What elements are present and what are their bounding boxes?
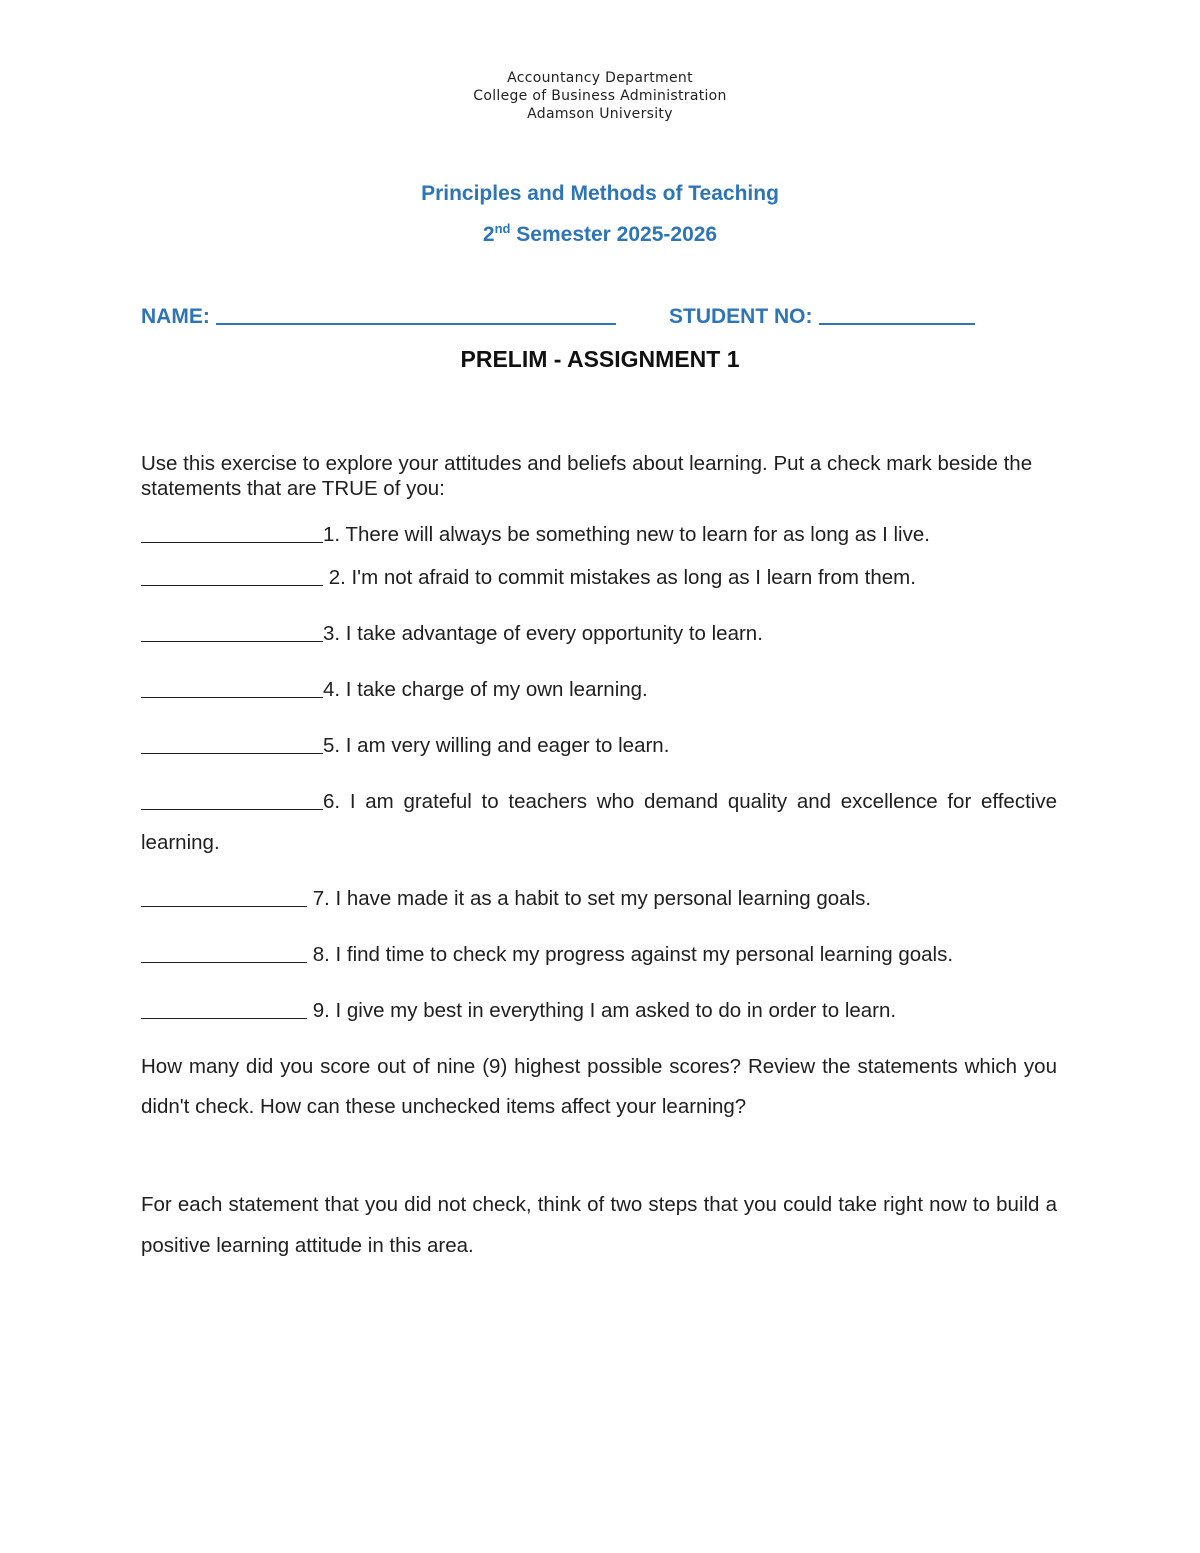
reflection-question: How many did you score out of nine (9) highest possible scores? Review the statements which you didn't check. How can these unchecked items affect your learning? bbox=[141, 1055, 1057, 1118]
semester-suffix: nd bbox=[494, 221, 511, 236]
check-blank-3[interactable] bbox=[141, 622, 323, 642]
statement-text-6: 6. I am grateful to teachers who demand quality and excellence for effective learning. bbox=[141, 790, 1057, 854]
statement-text-2: 2. I'm not afraid to commit mistakes as long as I learn from them. bbox=[323, 566, 916, 589]
department-name: Accountancy Department bbox=[507, 70, 693, 86]
semester-text: Semester 2025-2026 bbox=[510, 223, 718, 246]
statement-6 bbox=[141, 781, 1057, 863]
statement-7 bbox=[141, 878, 1057, 919]
statement-text-8: 8. I find time to check my progress against my personal learning goals. bbox=[307, 943, 954, 966]
check-blank-2[interactable] bbox=[141, 566, 323, 586]
check-blank-8[interactable] bbox=[141, 943, 307, 963]
statement-text-1: 1. There will always be something new to learn for as long as I live. bbox=[323, 523, 930, 546]
university-name: Adamson University bbox=[527, 106, 673, 122]
action-steps-question: For each statement that you did not check, think of two steps that you could take right now to build a positive learning attitude in this area. bbox=[141, 1193, 1057, 1257]
check-blank-5[interactable] bbox=[141, 734, 323, 754]
statement-2 bbox=[141, 557, 1057, 598]
college-name: College of Business Administration bbox=[473, 88, 727, 104]
statement-text-9: 9. I give my best in everything I am asked to do in order to learn. bbox=[307, 999, 897, 1022]
student-no-blank[interactable] bbox=[819, 305, 975, 325]
check-blank-6[interactable] bbox=[141, 790, 323, 810]
statement-3 bbox=[141, 613, 1057, 654]
name-blank[interactable] bbox=[216, 305, 616, 325]
student-no-label: STUDENT NO: bbox=[669, 305, 813, 328]
name-field[interactable] bbox=[141, 305, 616, 329]
check-blank-9[interactable] bbox=[141, 999, 307, 1019]
check-blank-1[interactable] bbox=[141, 523, 323, 543]
statement-text-3: 3. I take advantage of every opportunity to learn. bbox=[323, 622, 763, 645]
statement-9 bbox=[141, 990, 1057, 1031]
assignment-title: PRELIM - ASSIGNMENT 1 bbox=[460, 346, 740, 372]
statement-text-4: 4. I take charge of my own learning. bbox=[323, 678, 648, 701]
check-blank-7[interactable] bbox=[141, 887, 307, 907]
student-no-field[interactable] bbox=[669, 305, 975, 329]
statement-4 bbox=[141, 669, 1057, 710]
statement-8 bbox=[141, 934, 1057, 975]
statement-5 bbox=[141, 725, 1057, 766]
instructions: Use this exercise to explore your attitudes and beliefs about learning. Put a check mark beside the statements that are TRUE of you: bbox=[141, 452, 1033, 500]
name-label: NAME: bbox=[141, 305, 210, 328]
course-title: Principles and Methods of Teaching bbox=[421, 182, 779, 205]
statement-text-7: 7. I have made it as a habit to set my personal learning goals. bbox=[307, 887, 872, 910]
statement-1 bbox=[141, 514, 1057, 555]
statement-text-5: 5. I am very willing and eager to learn. bbox=[323, 734, 670, 757]
semester-line bbox=[0, 223, 1200, 247]
check-blank-4[interactable] bbox=[141, 678, 323, 698]
semester-number: 2 bbox=[482, 223, 495, 246]
